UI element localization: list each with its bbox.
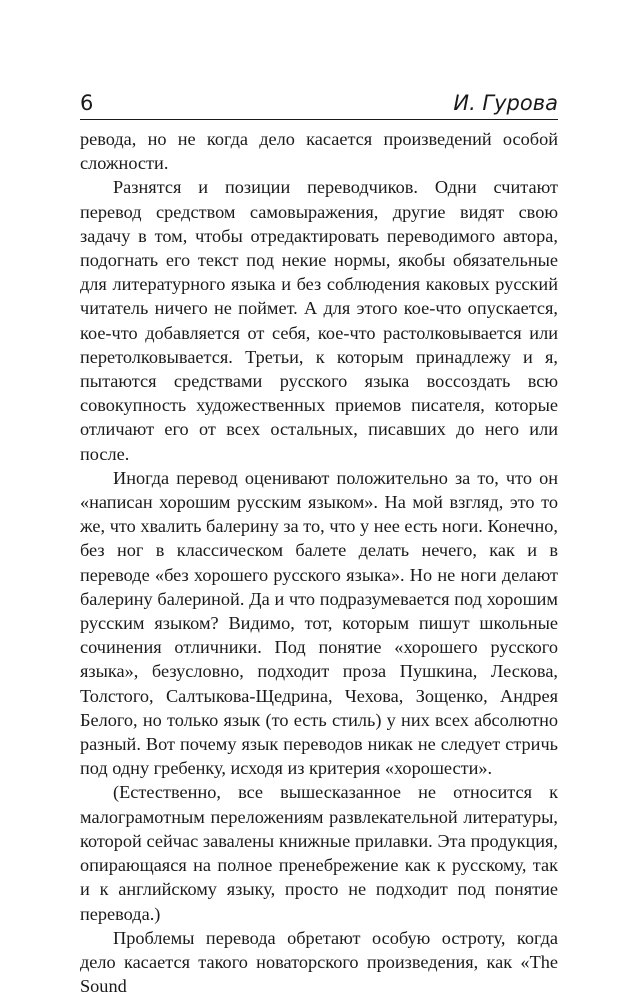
page-number: 6 <box>80 91 94 115</box>
running-title-author: И. Гурова <box>453 91 558 115</box>
paragraph-parenthetical-note: (Естественно, все вышесказанное не относится к малограмотным переложениям развлекательной литературы, которой сейчас завалены книжные прилавки. Эта продукция, опирающаяся на полное пренебрежение как к русскому, так и к английскому языку, просто не подходит под понятие перевода.) <box>80 782 558 924</box>
page-header <box>80 90 558 118</box>
body-text <box>80 127 558 998</box>
header-divider <box>80 119 558 120</box>
paragraph-translator-positions: Разнятся и позиции переводчиков. Одни считают перевод средством самовыражения, другие видят свою задачу в том, чтобы отредактировать переводимого автора, подогнать его текст под некие нормы, якобы обязательные для литературного языка и без соблюдения каковых русский читатель ничего не поймет. А для этого кое-что опускается, кое-что добавляется от себя, кое-что растолковывается или перетолковывается. Третьи, к которым принадлежу и я, пытаются средствами русского языка воссоздать всю совокупность художественных приемов писателя, которые отличают его от всех остальных, писавших до него или после. <box>80 177 558 464</box>
paragraph-translation-problems: Проблемы перевода обретают особую остроту, когда дело касается такого новаторского произведения, как «The Sound <box>80 927 558 997</box>
paragraph-continuation: ревода, но не когда дело касается произведений особой сложности. <box>80 129 558 174</box>
paragraph-good-russian-language: Иногда перевод оценивают положительно за то, что он «написан хорошим русским языком». На мой взгляд, это то же, что хвалить балерину за то, что у нее есть ноги. Конечно, без ног в классическом балете делать нечего, как и в переводе «без хорошего русского языка». Но не ноги делают балерину балериной. Да и что подразумевается под хорошим русским языком? Видимо, тот, которым пишут школьные сочинения отличники. Под понятие «хорошего русского языка», безусловно, подходит проза Пушкина, Лескова, Толстого, Салтыкова-Щедрина, Чехова, Зощенко, Андрея Белого, но только язык (то есть стиль) у них всех абсолютно разный. Вот почему язык переводов никак не следует стричь под одну гребенку, исходя из критерия «хорошести». <box>80 467 558 779</box>
